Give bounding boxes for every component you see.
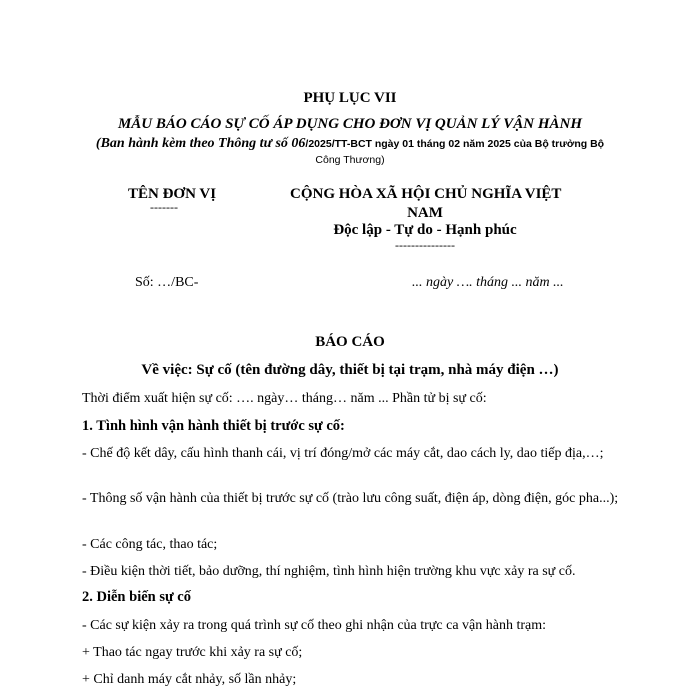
document-number: Số: …/BC- (135, 275, 199, 290)
nation-name-line1: CỘNG HÒA XÃ HỘI CHỦ NGHĨA VIỆT (290, 186, 562, 202)
form-title: MẪU BÁO CÁO SỰ CỐ ÁP DỤNG CHO ĐƠN VỊ QUẢN LÝ VẬN HÀNH (117, 116, 583, 132)
nation-name-line2: NAM (407, 205, 443, 221)
section-1-item: - Thông số vận hành của thiết bị trước sự cố (trào lưu công suất, điện áp, dòng điện, góc pha...); (82, 491, 619, 506)
section-1-item: - Chế độ kết dây, cấu hình thanh cái, vị trí đóng/mở các máy cắt, dao cách ly, dao tiếp địa,…; (82, 446, 604, 461)
section-1-title: 1. Tình hình vận hành thiết bị trước sự cố: (82, 418, 345, 434)
section-1-item: - Các công tác, thao tác; (82, 537, 218, 552)
motto-divider: --------------- (395, 238, 455, 252)
issued-note-line2: Công Thương) (315, 154, 385, 166)
section-2-item: + Thao tác ngay trước khi xảy ra sự cố; (82, 645, 303, 660)
unit-name: TÊN ĐƠN VỊ (128, 186, 217, 202)
section-1-item: - Điều kiện thời tiết, bảo dưỡng, thí nghiệm, tình hình hiện trường khu vực xảy ra sự cố. (82, 564, 576, 579)
appendix-title: PHỤ LỤC VII (303, 90, 397, 106)
issued-note-rest: /2025/TT-BCT ngày 01 tháng 02 năm 2025 của Bộ trưởng Bộ (305, 138, 605, 150)
national-motto: Độc lập - Tự do - Hạnh phúc (333, 222, 517, 238)
report-subject: Về việc: Sự cố (tên đường dây, thiết bị tại trạm, nhà máy điện …) (141, 362, 559, 378)
unit-divider: ------- (150, 200, 178, 214)
section-2-item: + Chỉ danh máy cắt nhảy, số lần nhảy; (82, 672, 297, 687)
issued-note-line1 (0, 136, 700, 152)
incident-time-line: Thời điểm xuất hiện sự cố: …. ngày… tháng… năm ... Phần tử bị sự cố: (82, 391, 487, 406)
issued-note-prefix: (Ban hành kèm theo Thông tư số 06 (95, 136, 306, 151)
section-2-title: 2. Diễn biến sự cố (82, 589, 191, 605)
document-date: ... ngày …. tháng ... năm ... (412, 275, 564, 290)
section-2-item: - Các sự kiện xảy ra trong quá trình sự cố theo ghi nhận của trực ca vận hành trạm: (82, 618, 547, 633)
report-title: BÁO CÁO (315, 334, 385, 350)
